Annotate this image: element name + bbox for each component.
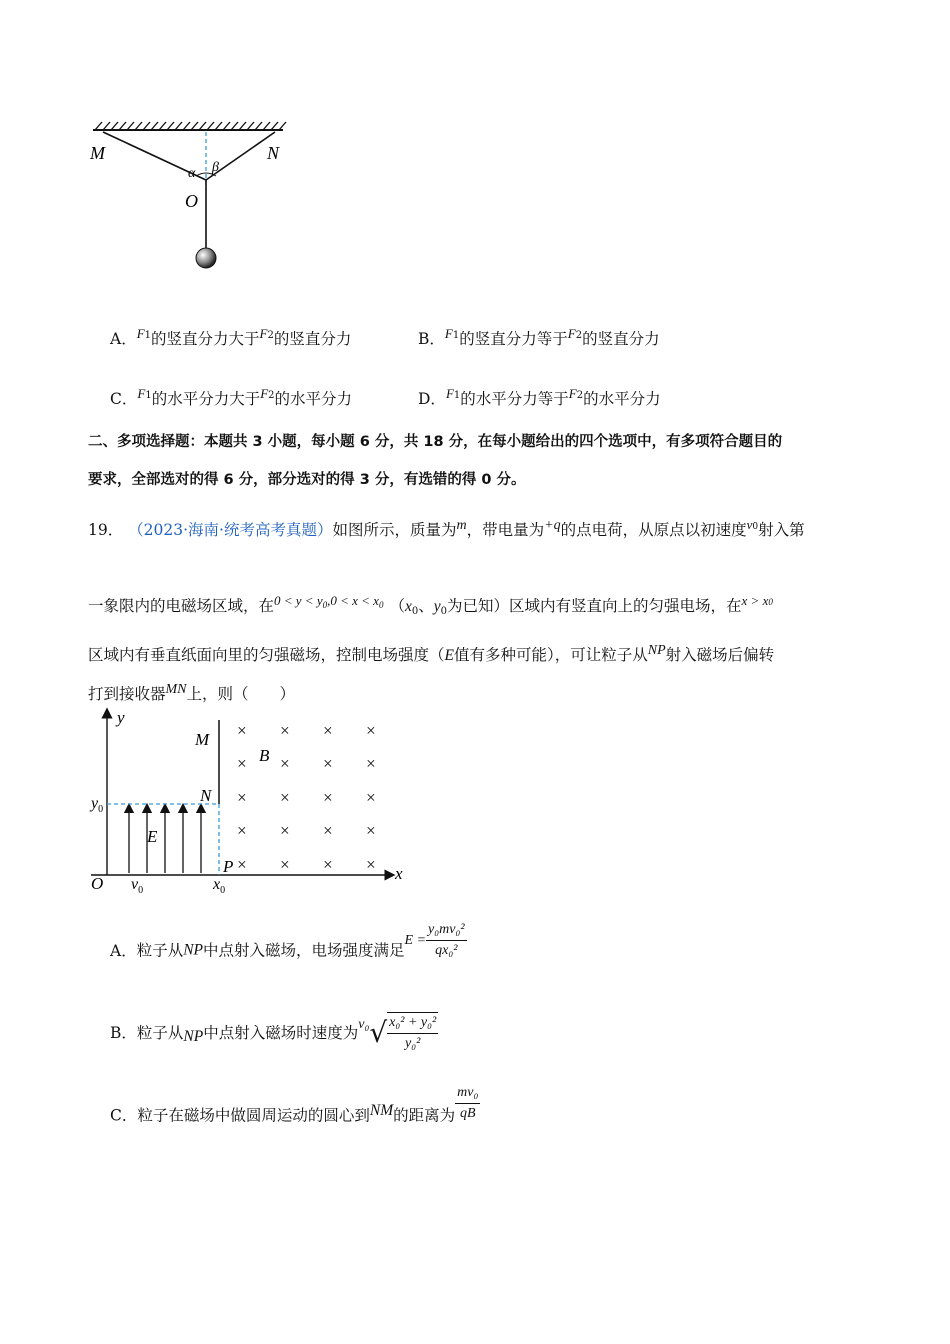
ceiling-hatch [255, 122, 262, 130]
b-field-cross: × [322, 754, 334, 773]
label-N: N [200, 786, 212, 805]
figure-1-suspension [85, 120, 295, 280]
q19-stem-line4: 打到接收器MN上，则（ ） [88, 682, 296, 703]
q18-option-c: C．$^{F1}$的水平分力大于$^{F2}$的水平分力 [110, 386, 353, 408]
b-field-cross: × [279, 821, 291, 840]
label-E: E [147, 827, 158, 846]
q19-option-b: B．粒子从NP中点射入磁场时速度为v₀√ $\frac{\text{x₀² + y₀²}}{\text{y₀²}}$ [110, 1012, 438, 1054]
ceiling-hatch [127, 122, 134, 130]
figure-2-em-field [85, 705, 415, 895]
b-field-cross: × [365, 721, 377, 740]
pendulum-ball [196, 248, 216, 268]
b-field-cross: × [365, 855, 377, 874]
ceiling-hatch [199, 122, 206, 130]
q19-option-c: C．粒子在磁场中做圆周运动的圆心到NM的距离为 $\frac{\text{mv₀}}{qB}$ [110, 1085, 479, 1125]
b-field-cross: × [322, 855, 334, 874]
axis-x-label: x [395, 864, 403, 883]
ceiling-hatch [159, 122, 166, 130]
ceiling-hatch [95, 122, 102, 130]
q18-option-d: D．$^{F1}$的水平分力等于$^{F2}$的水平分力 [418, 386, 661, 408]
label-P: P [223, 857, 234, 876]
b-field-cross: × [236, 788, 248, 807]
ceiling-hatch [167, 122, 174, 130]
q19-stem-line2: 一象限内的电磁场区域，在$^{0 < y < y_0,0 < x < x_0}$ （$x_0$、$y_0$为已知）区域内有竖直向上的匀强电场，在$^{x > x0}$ [88, 593, 773, 617]
label-O: O [91, 874, 104, 893]
ceiling-hatch [271, 122, 278, 130]
ceiling-hatch [103, 122, 110, 130]
label-N: N [267, 143, 280, 163]
b-field-cross: × [236, 754, 248, 773]
b-field-cross: × [279, 721, 291, 740]
b-field-cross: × [279, 855, 291, 874]
q19-stem-line1: 19． （2023·海南·统考高考真题）如图所示，质量为m，带电量为+q的点电荷，从原点以初速度$^{v0}$射入第 [88, 517, 805, 539]
label-x0: $x_0$ [213, 876, 226, 895]
ceiling-hatch [239, 122, 246, 130]
q18-option-a: A．$^{F1}$的竖直分力大于$^{F2}$的竖直分力 [110, 326, 352, 348]
label-B: B [259, 746, 270, 765]
label-alpha: α [188, 166, 196, 181]
q19-source: （2023·海南·统考高考真题） [128, 521, 333, 539]
label-beta: β [212, 160, 219, 175]
b-field-cross: × [365, 788, 377, 807]
label-O: O [185, 191, 198, 211]
b-field-cross: × [279, 788, 291, 807]
b-field-cross: × [236, 721, 248, 740]
b-field-cross: × [236, 855, 248, 874]
b-field-cross: × [322, 788, 334, 807]
ceiling-hatch [279, 122, 286, 130]
ceiling-hatch [247, 122, 254, 130]
ceiling-hatch [175, 122, 182, 130]
b-field-cross: × [279, 754, 291, 773]
ceiling-hatch [119, 122, 126, 130]
ceiling-hatch [135, 122, 142, 130]
q19-stem-line3: 区域内有垂直纸面向里的匀强磁场，控制电场强度（E值有多种可能），可让粒子从NP射入磁场后偏转 [88, 643, 775, 664]
b-field-cross: × [365, 754, 377, 773]
ceiling-hatch [231, 122, 238, 130]
b-field-cross: × [365, 821, 377, 840]
label-y0: $y_0$ [91, 795, 104, 815]
ceiling-hatch [111, 122, 118, 130]
ceiling-hatch [263, 122, 270, 130]
label-M: M [195, 730, 210, 749]
ceiling-hatch [223, 122, 230, 130]
q19-option-a: A．粒子从NP中点射入磁场，电场强度满足E = $\frac{\text{y₀mv₀²}}{\text{qx₀²}}$ [110, 922, 465, 960]
section-2-heading-cont: 要求，全部选对的得 6 分，部分选对的得 3 分，有选错的得 0 分。 [88, 472, 526, 488]
section-2-heading: 二、多项选择题：本题共 3 小题，每小题 6 分，共 18 分，在每小题给出的四个选项中，有多项符合题目的 [88, 434, 783, 450]
label-v0: $v_0$ [131, 876, 144, 895]
ceiling-hatch [191, 122, 198, 130]
b-field-cross: × [322, 721, 334, 740]
ceiling-hatch [183, 122, 190, 130]
ceiling-hatch [215, 122, 222, 130]
ceiling-hatch [143, 122, 150, 130]
ceiling-hatch [207, 122, 214, 130]
label-M: M [90, 143, 105, 163]
q18-option-b: B．$^{F1}$的竖直分力等于$^{F2}$的竖直分力 [418, 326, 660, 348]
b-field-cross: × [236, 821, 248, 840]
ceiling-hatch [151, 122, 158, 130]
axis-y-label: y [117, 708, 125, 727]
b-field-cross: × [322, 821, 334, 840]
